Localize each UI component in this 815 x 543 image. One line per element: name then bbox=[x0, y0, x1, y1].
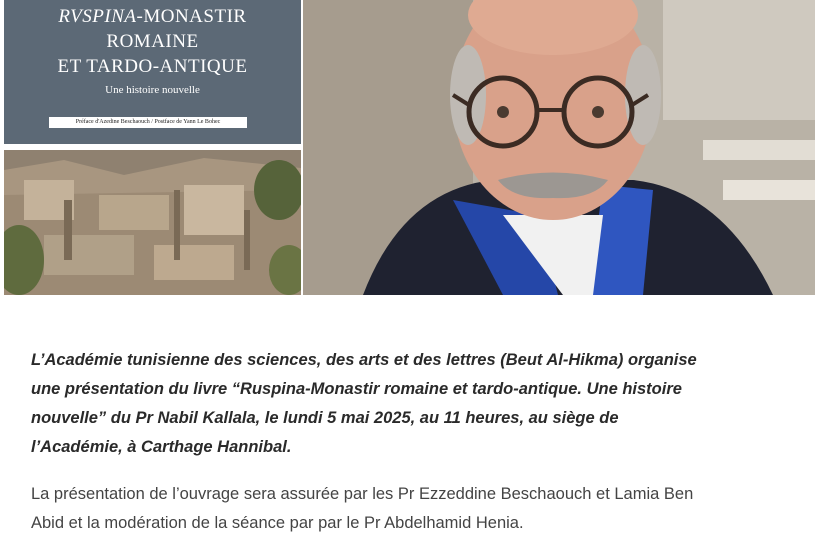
book-cover bbox=[4, 0, 301, 295]
article-body bbox=[31, 346, 711, 538]
cover-credits: Préface d'Azedine Beschaouch / Postface de Yann Le Bohec bbox=[49, 117, 247, 128]
cover-title-block bbox=[4, 0, 301, 144]
hero-image bbox=[4, 0, 815, 295]
cover-title-line2: ROMAINE bbox=[106, 31, 199, 52]
lead-paragraph: L’Académie tunisienne des sciences, des arts et des lettres (Beut Al-Hikma) organise une présentation du livre “Ruspina-Monastir romaine et tardo-antique. Une histoire nouvelle” du Pr Nabil Kallala, le lundi 5 mai 2025, au 11 heures, au siège de l’Académie, à Carthage Hannibal. bbox=[31, 351, 697, 456]
ruins-photo bbox=[4, 150, 301, 295]
cover-subtitle: Une histoire nouvelle bbox=[105, 84, 200, 96]
body-paragraph: La présentation de l’ouvrage sera assurée par les Pr Ezzeddine Beschaouch et Lamia Ben Abid et la modération de la séance par par le Pr Abdelhamid Henia. bbox=[31, 485, 694, 532]
cover-title-line3: ET TARDO-ANTIQUE bbox=[57, 56, 248, 77]
cover-title-line1: -MONASTIR bbox=[136, 6, 247, 27]
author-portrait bbox=[303, 0, 815, 295]
cover-title bbox=[4, 4, 301, 79]
cover-title-italic: RVSPINA bbox=[58, 6, 137, 27]
